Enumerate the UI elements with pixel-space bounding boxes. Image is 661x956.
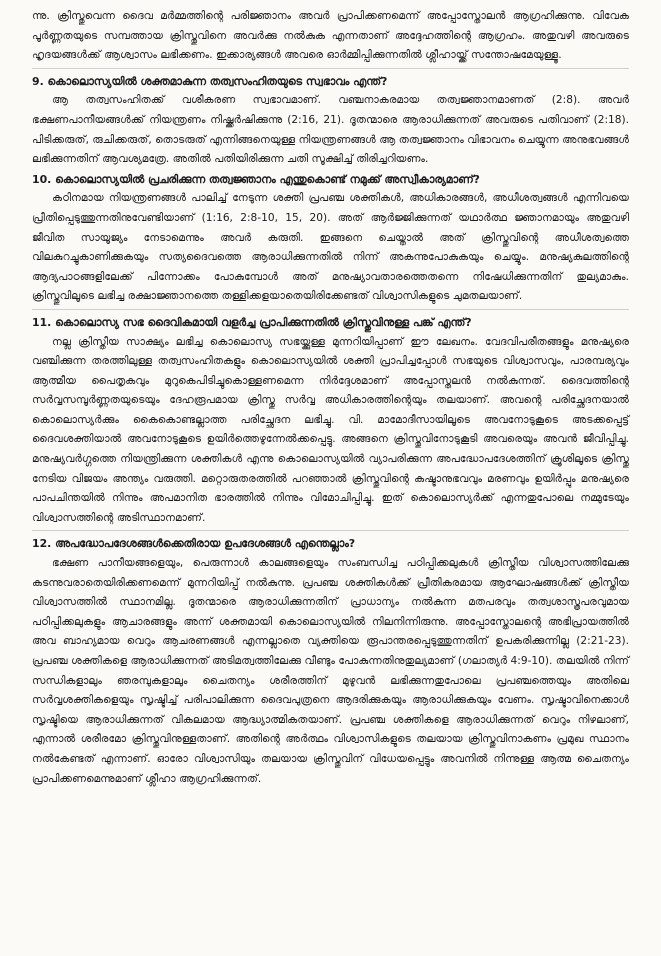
answer-9-paragraph: ആ തത്വസംഹിതക്ക് വശീകരണ സ്വഭാവമാണ്. വഞ്ചനാകരമായ തത്വജ്ഞാനമാണത് (2:8). അവർ ഭക്ഷണപാനീയങ്ങൾക്ക് നിയന്ത്രണം നിഷ്ക്കർഷിക്കുന്നു (2:16, 21). ദൂതന്മാരെ ആരാധിക്കുന്നത് അവരുടെ പതിവാണ് (2:18). പിടിക്കരുത്, രുചിക്കരുത്, തൊടരുത് എന്നിങ്ങനെയുള്ള നിയന്ത്രണങ്ങൾ ആ തത്വജ്ഞാനം വിഭാവനം ചെയ്യുന്ന അനുഭവങ്ങൾ ലഭിക്കുന്നതിന് ആവശ്യമത്രേ. അതിൽ പതിയിരിക്കുന്ന ചതി സൂക്ഷിച്ച് തിരിച്ചറിയണം. bbox=[32, 94, 629, 166]
question-10-heading: 10. കൊലൊസ്യയിൽ പ്രചരിക്കുന്ന തത്വജ്ഞാനം എന്തുകൊണ്ട് നമുക്ക് അസ്വീകാര്യമാണ്? bbox=[32, 172, 480, 186]
answer-11-paragraph: നല്ല ക്രിസ്തീയ സാക്ഷ്യം ലഭിച്ച കൊലൊസ്യ സഭയ്ക്കുള്ള മുന്നറിയിപ്പാണ് ഈ ലേഖനം. വേദവിപരീതങ്ങളും മനുഷ്യരെ വഞ്ചിക്കുന്ന തരത്തിലുള്ള തത്വസംഹിതകളും കൊലൊസ്യയിൽ ശക്തി പ്രാപിച്ചപ്പോൾ സഭയുടെ വിശ്വാസവും, പാരമ്പര്യവും ആത്മീയ പൈതൃകവും മുറുകെപിടിച്ചുകൊള്ളണമെന്ന നിർദ്ദേശമാണ് അപ്പോസ്തലൻ നൽകുന്നത്. ദൈവത്തിന്റെ സർവ്വസമ്പൂർണ്ണതയുടെയും ദേഹരൂപമായ ക്രിസ്തു സർവ്വ അധികാരത്തിന്റെയും തലയാണ്. അവന്റെ പരിച്ഛേദനയാൽ കൊലൊസ്യർക്കും കൈകൊണ്ടല്ലാത്ത പരിച്ഛേദന ലഭിച്ചു. വി. മാമോദീസായിലൂടെ അവനോടുകൂടെ അടക്കപ്പെട്ട് ദൈവശക്തിയാൽ അവനോടുകൂടെ ഉയിർത്തെഴുന്നേൽക്കപ്പെട്ടു. അങ്ങനെ ക്രിസ്തുവിനോടുകൂടി അവരെയും അവൻ ജീവിപ്പിച്ചു. മനുഷ്യവർഗ്ഗത്തെ നിയന്ത്രിക്കുന്ന ശക്തികൾ എന്നു കൊലൊസ്യയിൽ വ്യാപരിക്കുന്ന അപദ്ധോപദേശത്തിന് ക്രൂശിലൂടെ ക്രിസ്തു നേടിയ വിജയം അന്ത്യം വരുത്തി. മറ്റൊരുതരത്തിൽ പറഞ്ഞാൽ ക്രിസ്തുവിന്റെ കഷ്ടാനുഭവവും മരണവും ഉയിർപ്പും മനുഷ്യരെ പാപചിന്തയിൽ നിന്നും അപമാനിത ഭാരത്തിൽ നിന്നും വിമോചിപ്പിച്ചു. ഇത് കൊലൊസ്യർക്ക് എന്നതുപോലെ നമ്മുടേയും വിശ്വാസത്തിന്റെ അടിസ്ഥാനമാണ്. bbox=[32, 335, 629, 524]
question-12-heading: 12. അപദ്ധോപദേശങ്ങൾക്കെതിരായ ഉപദേശങ്ങൾ എന്തെല്ലാം? bbox=[32, 537, 356, 551]
divider bbox=[32, 68, 629, 69]
question-9-heading: 9. കൊലൊസ്യയിൽ ശക്തമാകുന്ന തത്വസംഹിതയുടെ സ്വഭാവം എന്ത്? bbox=[32, 74, 388, 88]
divider bbox=[32, 309, 629, 310]
question-11-heading: 11. കൊലൊസ്യ സഭ ദൈവികമായി വളർച്ച പ്രാപിക്കുന്നതിൽ ക്രിസ്തുവിനുള്ള പങ്ക് എന്ത്? bbox=[32, 315, 472, 329]
answer-10-paragraph: കഠിനമായ നിയന്ത്രണങ്ങൾ പാലിച്ച് നേടുന്ന ശക്തി പ്രപഞ്ച ശക്തികൾ, അധികാരങ്ങൾ, അധീശത്വങ്ങൾ എന്നിവയെ പ്രീതിപ്പെടുത്തുന്നതിനുവേണ്ടിയാണ് (1:16, 2:8-10, 15, 20). അത് ആർജ്ജിക്കുന്നത് യഥാർത്ഥ ജ്ഞാനമായും അതുവഴി ജീവിത സായൂജ്യം നേടാമെന്നും അവർ കരുതി. ഇങ്ങനെ ചെയ്താൽ അത് ക്രിസ്തുവിന്റെ അധീശത്വത്തെ വിലകുറച്ചുകാണിക്കുകയും സത്യദൈവത്തെ ആരാധിക്കുന്നതിൽ നിന്ന് അകന്നുപോകുകയും ചെയ്യും. മനുഷ്യകുലത്തിന്റെ ആദ്യപാഠങ്ങളിലേക്ക് പിന്നോക്കം പോകുമ്പോൾ അത് മനുഷ്യാവതാരത്തെതന്നെ നിഷേധിക്കുന്നതിന് തുല്യമാകും. ക്രിസ്തുവിലൂടെ ലഭിച്ച രക്ഷാജ്ഞാനത്തെ തള്ളിക്കളയാതെയിരിക്കേണ്ടത് വിശ്വാസികളുടെ ചുമതലയാണ്. bbox=[32, 192, 629, 303]
answer-12-paragraph: ഭക്ഷണ പാനീയങ്ങളെയും, പെരുന്നാൾ കാലങ്ങളെയും സംബന്ധിച്ച പഠിപ്പിക്കലുകൾ ക്രിസ്തീയ വിശ്വാസത്തിലേക്കു കടന്നുവരാതെയിരിക്കണമെന്ന് മുന്നറിയിപ്പ് നൽകുന്നു. പ്രപഞ്ച ശക്തികൾക്ക് പ്രീതികരമായ ആഘോഷങ്ങൾക്ക് ക്രിസ്തീയ വിശ്വാസത്തിൽ സ്ഥാനമില്ല. ദൂതന്മാരെ ആരാധിക്കുന്നതിന് പ്രാധാന്യം നൽകുന്ന മതപരവും തത്വശാസ്ത്രപരവുമായ പഠിപ്പിക്കലുകളും ആചാരങ്ങളും അന്ന് ശക്തമായി കൊലൊസ്യയിൽ നിലനിന്നിരുന്നു. അപ്പോസ്തോലന്റെ അഭിപ്രായത്തിൽ അവ ബാഹ്യമായ വെറും ആചരണങ്ങൾ എന്നല്ലാതെ വ്യക്തിയെ രൂപാന്തരപ്പെടുത്തുന്നതിന് ഉപകരിക്കുന്നില്ല (2:21-23). പ്രപഞ്ച ശക്തികളെ ആരാധിക്കുന്നത് അടിമത്വത്തിലേക്കു വീണ്ടും പോകുന്നതിനുതുല്യമാണ് (ഗലാത്യർ 4:9-10). തലയിൽ നിന്ന് സന്ധികളാലും ഞരമ്പുകളാലും ചൈതന്യം ശരീരത്തിന് മുഴുവൻ ലഭിക്കുന്നതുപോലെ പ്രപഞ്ചത്തെയും അതിലെ സർവ്വശക്തികളെയും സൃഷ്ടിച്ച് പരിപാലിക്കുന്ന ദൈവപുത്രനെ ആദരിക്കുകയും ആരാധിക്കുകയും വേണം. സൃഷ്ടാവിനെക്കാൾ സൃഷ്ടിയെ ആരാധിക്കുന്നത് വികലമായ ആദ്ധ്യാത്മികതയാണ്. പ്രപഞ്ച ശക്തികളെ ആരാധിക്കുന്നത് വെറും നിഴലാണ്, എന്നാൽ ശരീരമോ ക്രിസ്തുവിനുള്ളതാണ്. അതിന്റെ അർത്ഥം വിശ്വാസികളുടെ തലയായ ക്രിസ്തുവിനാകണം പ്രമുഖ സ്ഥാനം നൽകേണ്ടത് എന്നാണ്. ഓരോ വിശ്വാസിയും തലയായ ക്രിസ്തുവിന് വിധേയപ്പെട്ടും അവനിൽ നിന്നുള്ള ആത്മ ചൈതന്യം പ്രാപിക്കണമെന്നുമാണ് ശ്ലീഹാ ആഗ്രഹിക്കുന്നത്. bbox=[32, 557, 629, 785]
paragraph-intro: ന്നു. ക്രിസ്തുവെന്ന ദൈവ മർമ്മത്തിന്റെ പരിജ്ഞാനം അവർ പ്രാപിക്കണമെന്ന് അപ്പോസ്തോലൻ ആഗ്രഹിക്കുന്നു. വിവേക പൂർണ്ണതയുടെ സമ്പത്തായ ക്രിസ്തുവിനെ അവർക്കു നൽകുക എന്നതാണ് അദ്ദേഹത്തിന്റെ ആഗ്രഹം. അതുവഴി അവരുടെ ഹൃദയങ്ങൾക്ക് ആശ്വാസം ലഭിക്കണം. ഇക്കാര്യങ്ങൾ അവരെ ഓർമ്മിപ്പിക്കുന്നതിൽ ശ്ലീഹായ്ക്ക് സന്തോഷമേയുള്ളൂ. bbox=[32, 10, 629, 62]
divider bbox=[32, 530, 629, 531]
